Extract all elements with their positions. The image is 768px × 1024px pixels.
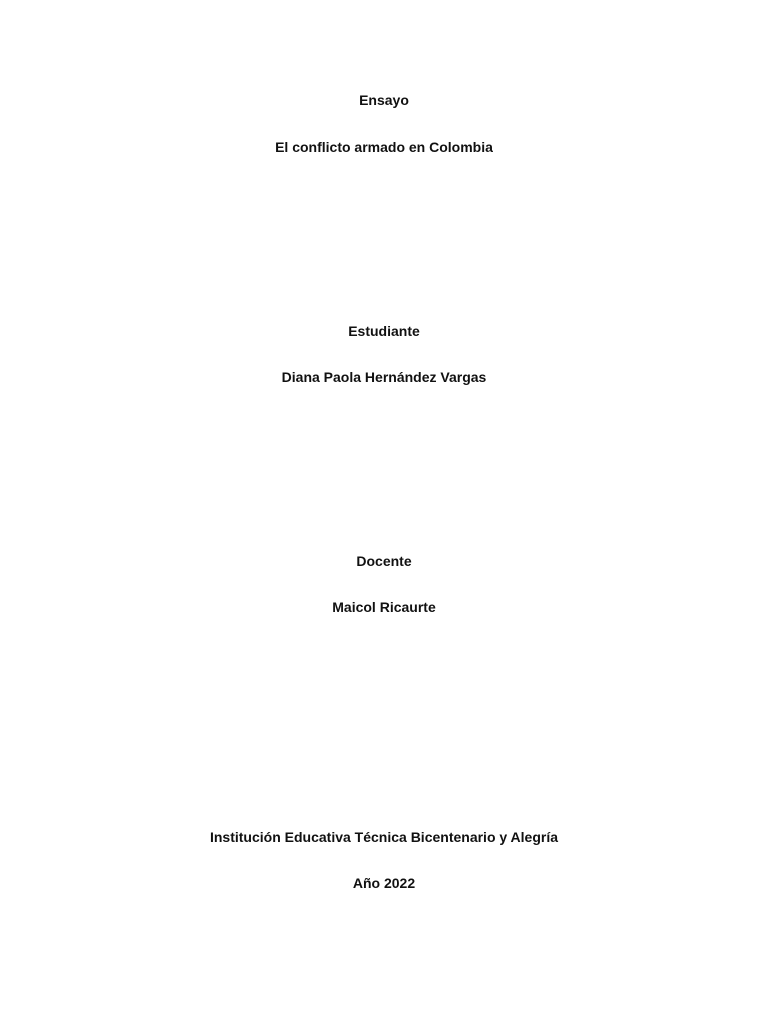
teacher-name: Maicol Ricaurte: [332, 599, 436, 615]
teacher-label: Docente: [356, 553, 412, 569]
year: Año 2022: [352, 875, 416, 891]
essay-title: El conflicto armado en Colombia: [275, 139, 493, 155]
institution-name: Institución Educativa Técnica Bicentenario y Alegría: [209, 829, 559, 845]
student-name: Diana Paola Hernández Vargas: [281, 369, 487, 385]
student-label: Estudiante: [348, 323, 420, 339]
document-type: Ensayo: [359, 92, 409, 108]
